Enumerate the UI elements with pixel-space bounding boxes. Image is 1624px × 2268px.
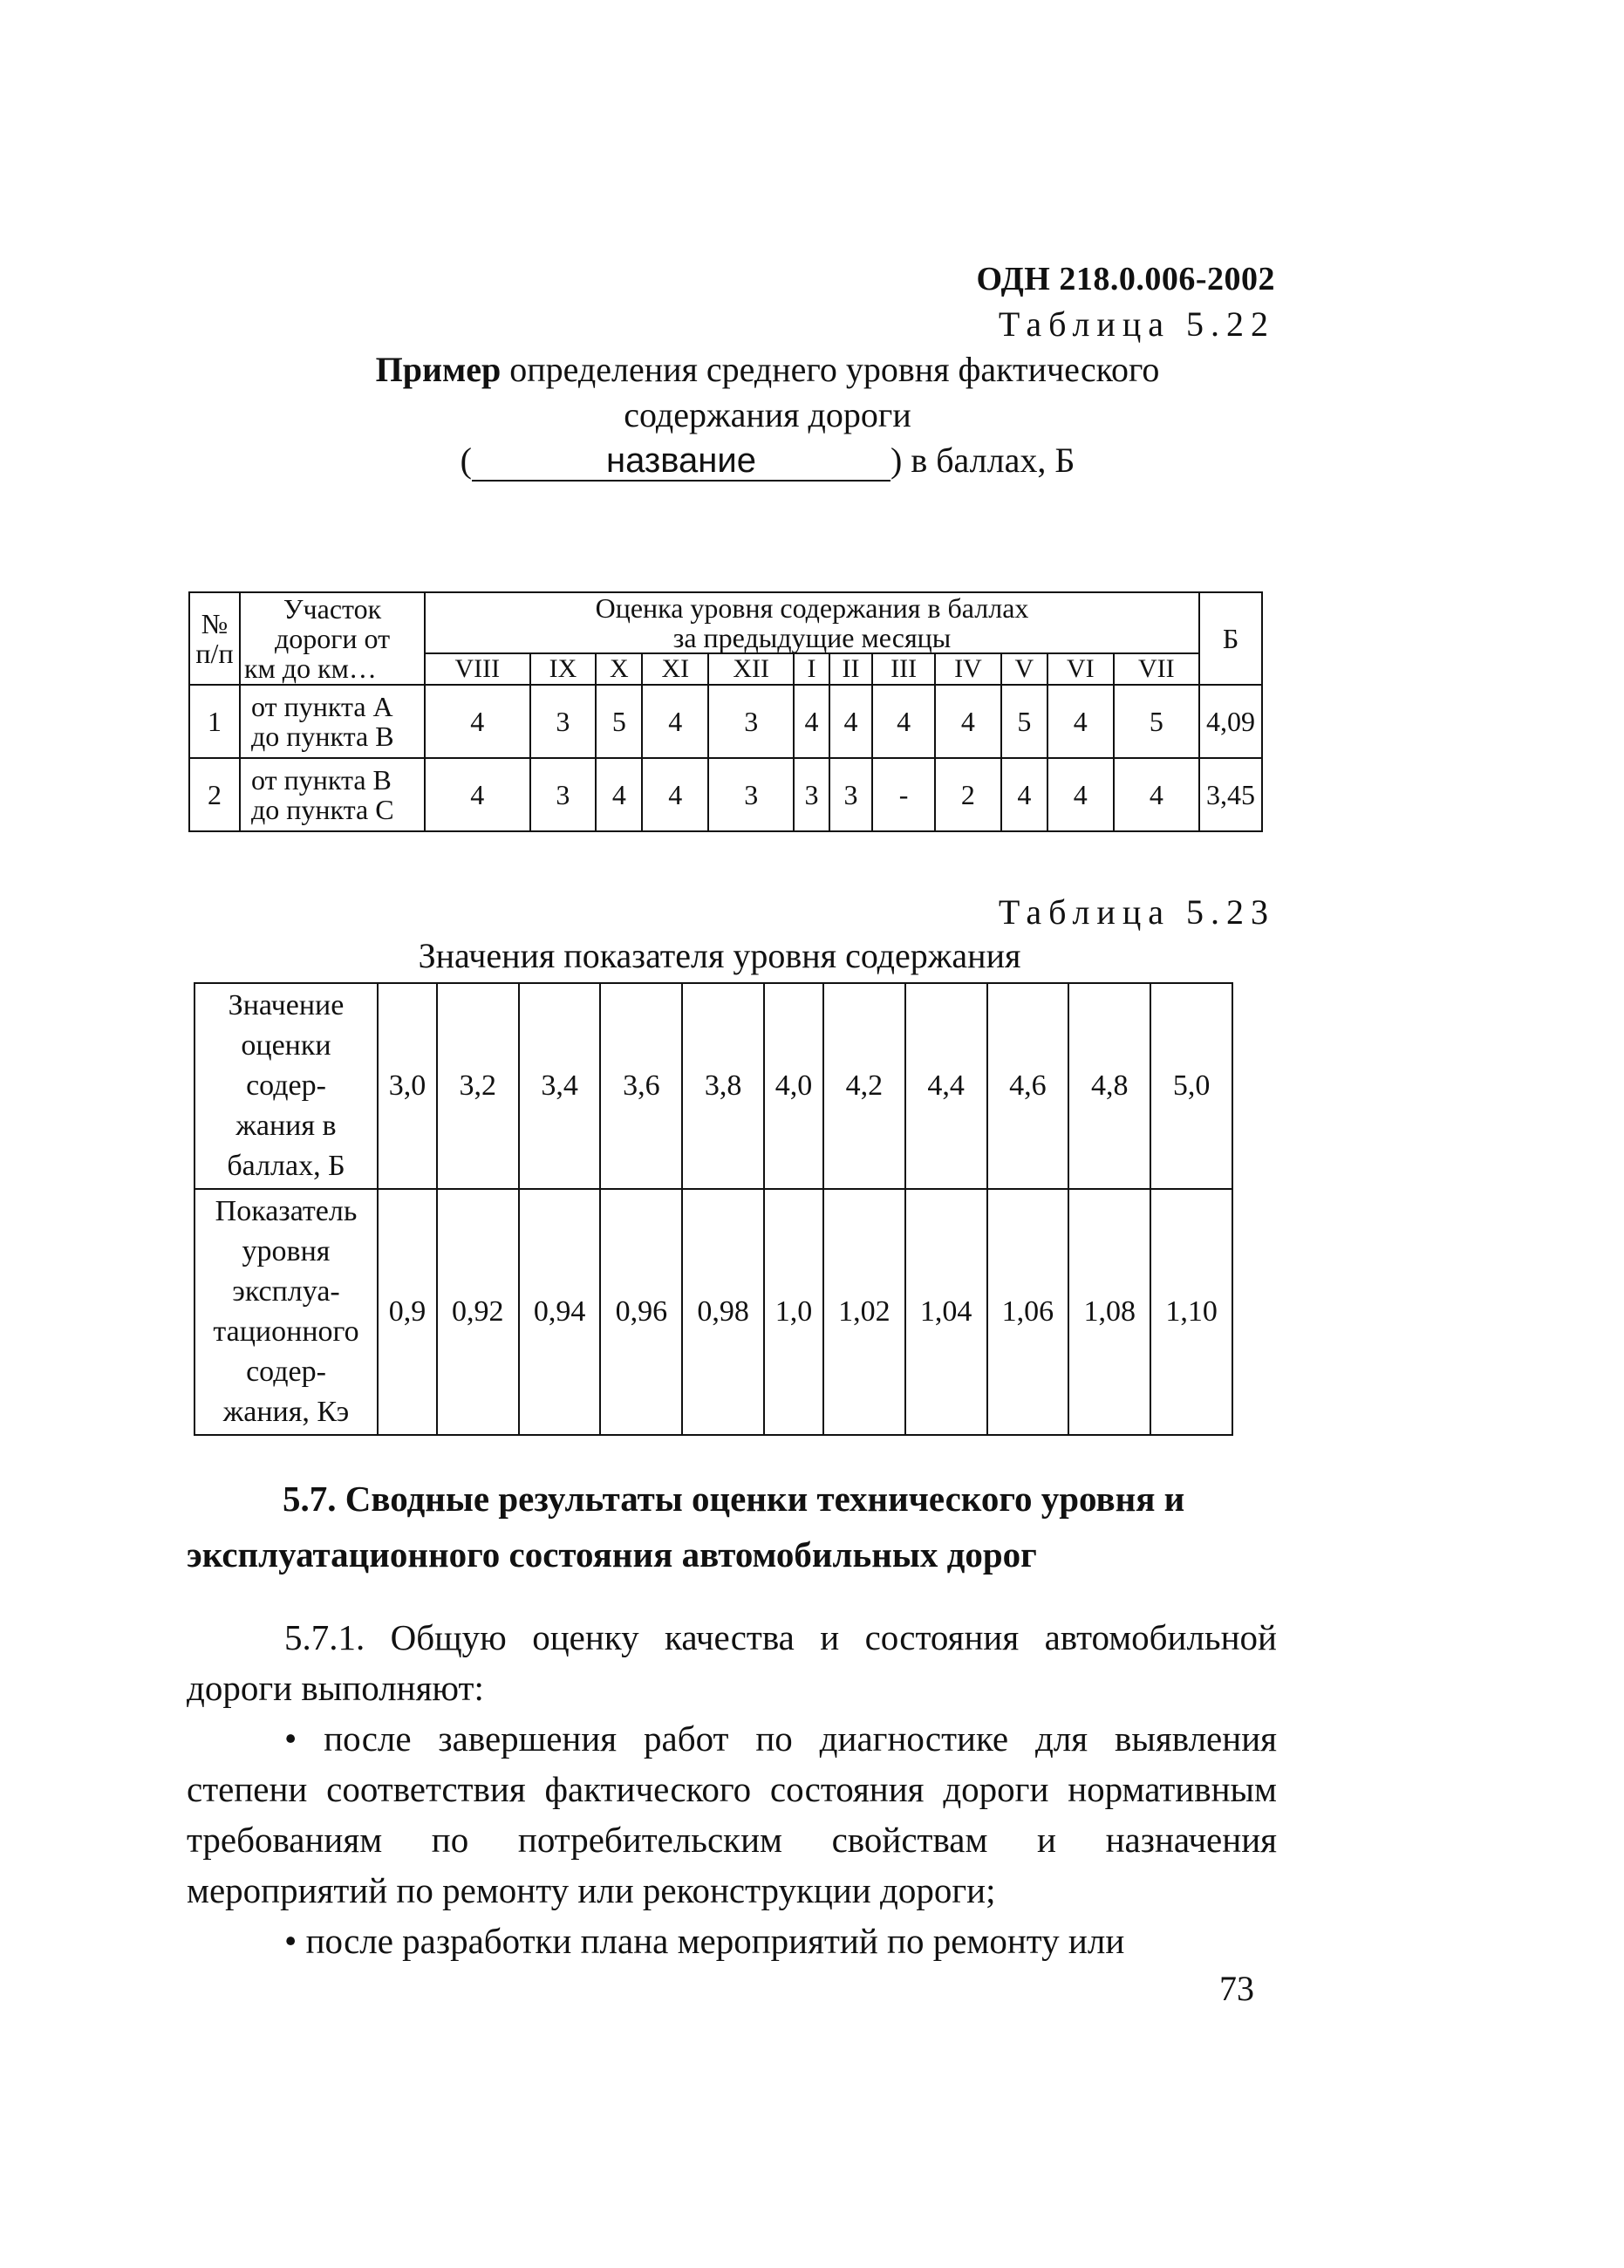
month-header: X [596,653,642,685]
col-header-b: Б [1199,592,1262,685]
table-row: 2 от пункта В до пункта С 4 3 4 4 3 3 3 - 2 4 4 4 3,45 [189,758,1262,831]
paragraph-571: 5.7.1. Общую оценку качества и состояния автомобильной дороги выполняют: [187,1617,1277,1708]
month-header: XII [708,653,794,685]
document-code: ОДН 218.0.006-2002 [976,261,1275,297]
month-header: VII [1114,653,1199,685]
table-523-number: Таблица 5.23 [998,892,1275,932]
col-header-section: Участок дороги от км до км… [240,592,425,685]
bullet-item: • после разработки плана мероприятий по ремонту или [284,1921,1125,1961]
table-522-title-line2: содержания дороги [624,395,911,434]
month-header: I [794,653,829,685]
month-header: IV [935,653,1001,685]
col-header-group: Оценка уровня содержания в баллах за предыдущие месяцы [425,592,1199,653]
month-header: IX [530,653,597,685]
table-522-header-row [189,592,1262,653]
col-header-no: № п/п [189,592,240,685]
month-header: VI [1047,653,1114,685]
month-header: III [872,653,935,685]
month-header: XI [642,653,708,685]
row-label-score: Значение оценки содер- жания в баллах, Б [194,983,378,1189]
table-522-title-close: ) в баллах, Б [890,441,1075,480]
month-header: VIII [425,653,530,685]
month-header: V [1001,653,1047,685]
table-522-number: Таблица 5.22 [998,304,1275,344]
month-header: II [829,653,872,685]
table-row: 1 от пункта А до пункта В 4 3 5 4 3 4 4 4 4 5 4 5 4,09 [189,685,1262,758]
table-522-title [262,347,1273,483]
table-522-title-bold: Пример [375,350,502,389]
bullet-item: • после завершения работ по диагностике для выявления степени соответствия фактического состояния дороги нормативным требованиям по потребительским свойствам и назначения мероприятий по ремонту или реконструкции дороги; [187,1718,1277,1910]
table-row: Показатель уровня эксплуа- тационного содер- жания, Кэ 0,9 0,92 0,94 0,96 0,98 1,0 1,02 1,04 1,06 1,08 1,10 [194,1189,1232,1435]
table-522-title-open: ( [460,441,472,480]
row-label-indicator: Показатель уровня эксплуа- тационного содер- жания, Кэ [194,1189,378,1435]
table-523 [194,982,1233,1436]
table-522 [188,591,1263,832]
section-heading: 5.7. Сводные результаты оценки технического уровня и эксплуатационного состояния автомобильных дорог [187,1479,1185,1575]
table-row: Значение оценки содер- жания в баллах, Б 3,0 3,2 3,4 3,6 3,8 4,0 4,2 4,4 4,6 4,8 5,0 [194,983,1232,1189]
table-523-title: Значения показателя уровня содержания [418,936,1021,975]
table-522-title-line1: определения среднего уровня фактического [509,350,1160,389]
page-number: 73 [1219,1969,1254,2008]
road-name-blank: название [472,441,890,482]
